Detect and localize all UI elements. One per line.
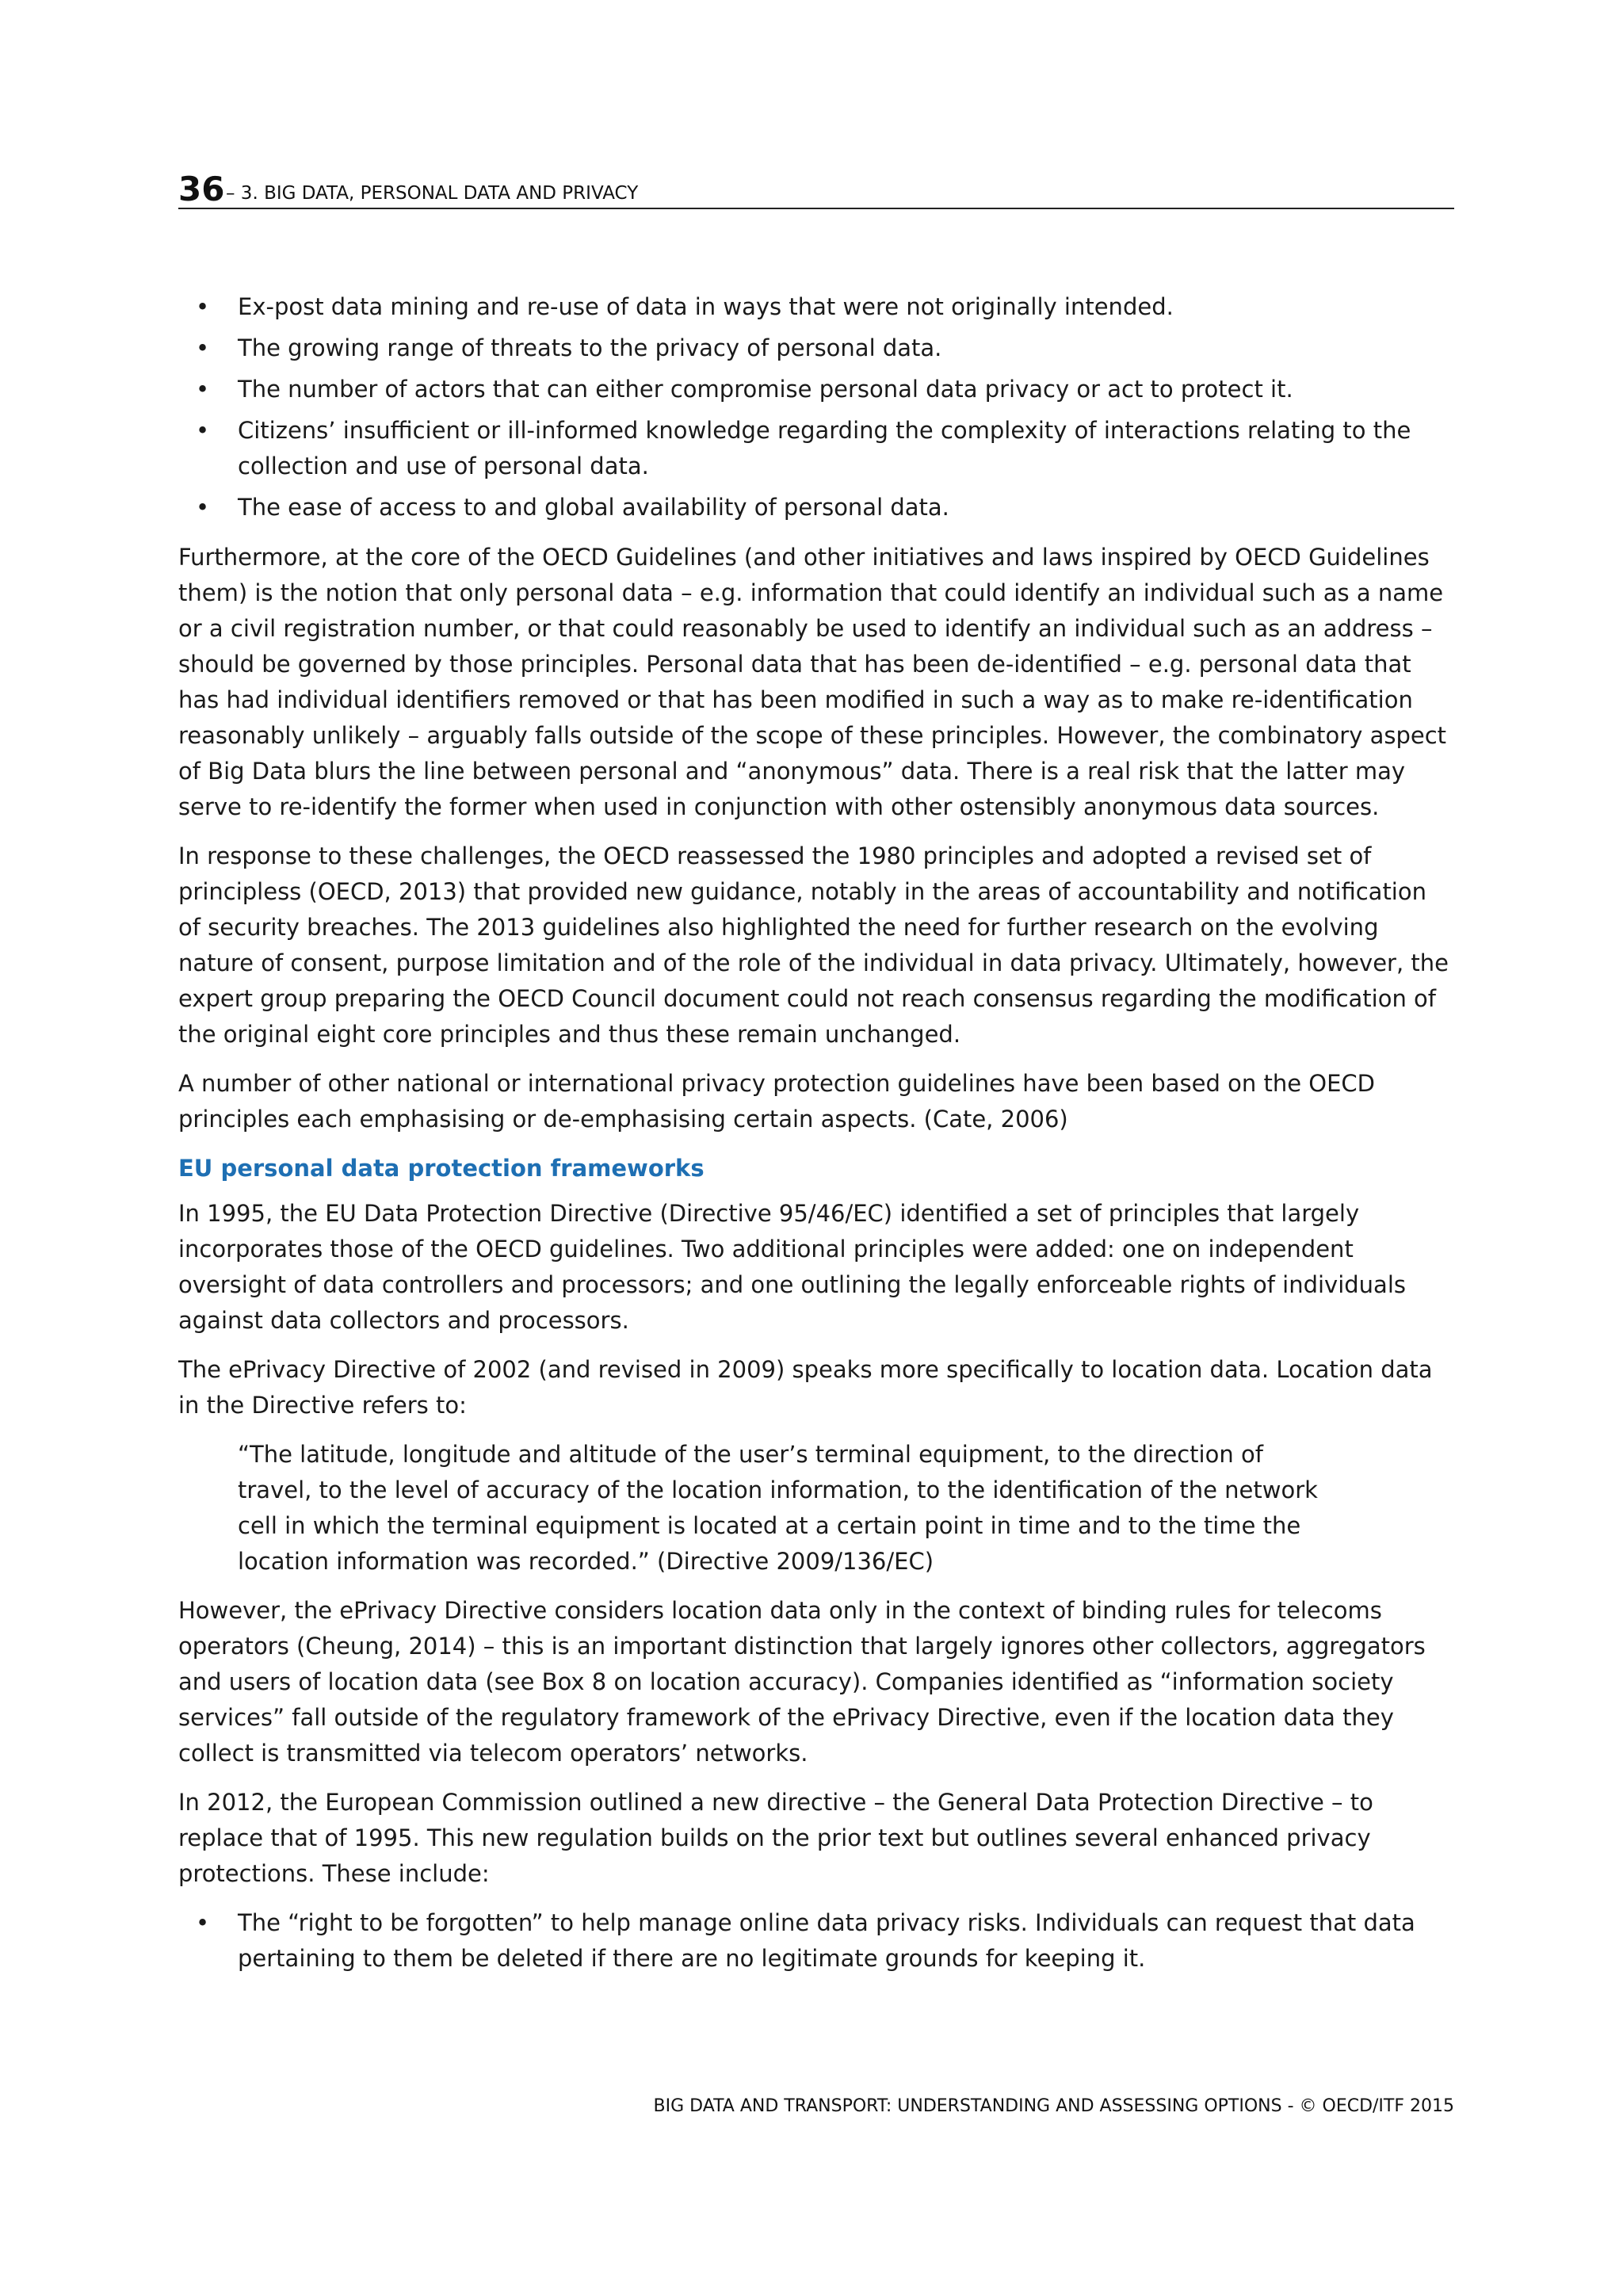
top-bullet-list <box>178 289 1454 525</box>
list-item <box>178 330 1454 366</box>
section-heading: EU personal data protection frameworks <box>178 1155 705 1182</box>
paragraph-eprivacy-directive: The ePrivacy Directive of 2002 (and revised in 2009) speaks more specifically to location data. Location data in the Directive refers to: <box>178 1356 1433 1419</box>
paragraph-other-guidelines: A number of other national or international privacy protection guidelines have been based on the OECD principles each emphasising or de-emphasising certain aspects. (Cate, 2006) <box>178 1070 1376 1133</box>
paragraph-anonymisation: Furthermore, at the core of the OECD Guidelines (and other initiatives and laws inspired by OECD Guidelines them) is the notion that only personal data – e.g. information that could identify an individual such as a name or a civil registration number, or that could reasonably be used to identify an individual such as an address – should be governed by those principles. Personal data that has been de-identified – e.g. personal data that has had individual identifiers removed or that has been modified in such a way as to make re-identification reasonably unlikely – arguably falls outside of the scope of these principles. However, the combinatory aspect of Big Data blurs the line between personal and “anonymous” data. There is a real risk that the latter may serve to re-identify the former when used in conjunction with other ostensibly anonymous data sources. <box>178 544 1447 820</box>
bullet-icon: • <box>196 494 210 521</box>
paragraph-gdpr: In 2012, the European Commission outlined a new directive – the General Data Protection Directive – to replace that of 1995. This new regulation builds on the prior text but outlines several enhanced privacy protections. These include: <box>178 1789 1373 1887</box>
page-body <box>178 289 1454 1991</box>
list-item <box>178 490 1454 525</box>
list-item-text: Citizens’ insufficient or ill-informed knowledge regarding the complexity of interactions relating to the collection and use of personal data. <box>238 417 1411 479</box>
list-item-text: The ease of access to and global availability of personal data. <box>238 494 949 521</box>
paragraph-eu-directive-1995: In 1995, the EU Data Protection Directive (Directive 95/46/EC) identified a set of principles that largely incorporates those of the OECD guidelines. Two additional principles were added: one on independent oversight of data controllers and processors; and one outlining the legally enforceable rights of individuals against data collectors and processors. <box>178 1200 1406 1334</box>
list-item <box>178 1905 1454 1977</box>
bullet-icon: • <box>196 293 210 320</box>
list-item-text: The growing range of threats to the privacy of personal data. <box>238 334 942 361</box>
paragraph-oecd-revision: In response to these challenges, the OECD reassessed the 1980 principles and adopted a revised set of principless (OECD, 2013) that provided new guidance, notably in the areas of accountability and notification of security breaches. The 2013 guidelines also highlighted the need for further research on the evolving nature of consent, purpose limitation and of the role of the individual in data privacy. Ultimately, however, the expert group preparing the OECD Council document could not reach consensus regarding the modification of the original eight core principles and thus these remain unchanged. <box>178 842 1449 1048</box>
chapter-title: – 3. BIG DATA, PERSONAL DATA AND PRIVACY <box>226 183 639 204</box>
list-item-text: Ex-post data mining and re-use of data in ways that were not originally intended. <box>238 293 1174 320</box>
gdpr-bullet-list <box>178 1905 1454 1977</box>
bullet-icon: • <box>196 376 210 403</box>
list-item-text: The number of actors that can either compromise personal data privacy or act to protect it. <box>238 376 1293 403</box>
list-item <box>178 413 1454 484</box>
bullet-icon: • <box>196 1909 210 1936</box>
page-number: 36 <box>178 170 225 208</box>
bullet-icon: • <box>196 334 210 361</box>
list-item <box>178 289 1454 325</box>
location-data-quote: “The latitude, longitude and altitude of the user’s terminal equipment, to the direction of travel, to the level of accuracy of the location information, to the identification of the network cell in which the terminal equipment is located at a certain point in time and to the time the location information was recorded.” (Directive 2009/136/EC) <box>238 1441 1318 1575</box>
list-item-text: The “right to be forgotten” to help manage online data privacy risks. Individuals can request that data pertaining to them be deleted if there are no legitimate grounds for keeping it. <box>238 1909 1415 1972</box>
list-item <box>178 372 1454 407</box>
page-header <box>178 168 1454 209</box>
paragraph-eprivacy-scope: However, the ePrivacy Directive considers location data only in the context of binding rules for telecoms operators (Cheung, 2014) – this is an important distinction that largely ignores other collectors, aggregators and users of location data (see Box 8 on location accuracy). Companies identified as “information society services” fall outside of the regulatory framework of the ePrivacy Directive, even if the location data they collect is transmitted via telecom operators’ networks. <box>178 1597 1426 1767</box>
page-footer: BIG DATA AND TRANSPORT: UNDERSTANDING AND ASSESSING OPTIONS - © OECD/ITF 2015 <box>653 2096 1454 2116</box>
bullet-icon: • <box>196 417 210 444</box>
